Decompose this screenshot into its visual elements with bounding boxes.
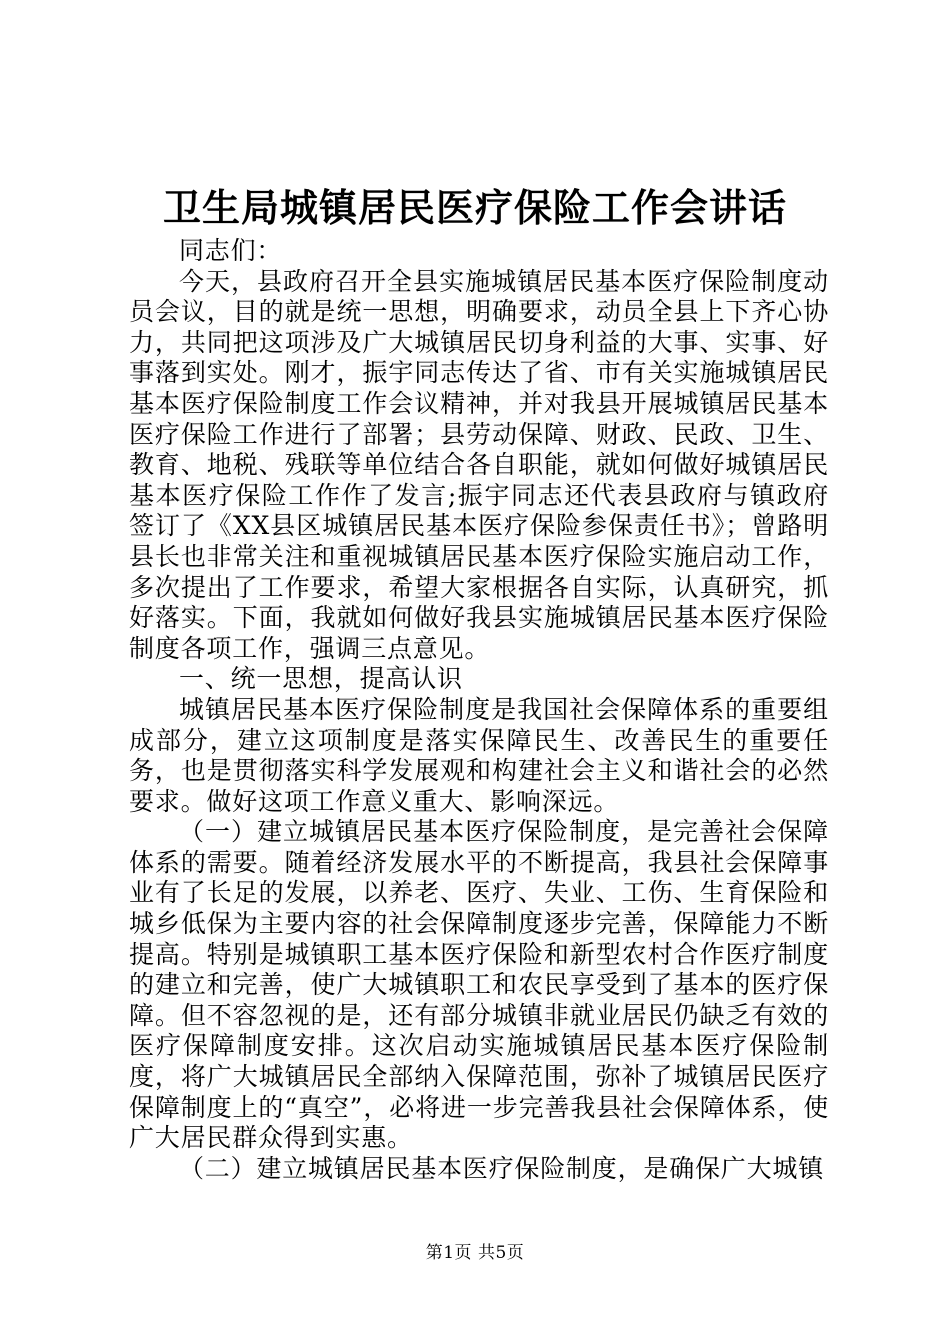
body-paragraph: 城镇居民基本医疗保险制度是我国社会保障体系的重要组成部分，建立这项制度是落实保障民生、改善民生的重要任务，也是贯彻落实科学发展观和构建社会主义和谐社会的必然要求。做好这项工作意义重大、影响深远。 [129,694,829,816]
document-title: 卫生局城镇居民医疗保险工作会讲话 [162,185,787,230]
section-heading: 一、统一思想，提高认识 [179,664,463,694]
body-paragraph: （二）建立城镇居民基本医疗保险制度，是确保广大城镇 [179,1153,825,1183]
body-paragraph: （一）建立城镇居民基本医疗保险制度，是完善社会保障体系的需要。随着经济发展水平的不断提高，我县社会保障事业有了长足的发展，以养老、医疗、失业、工伤、生育保险和城乡低保为主要内容的社会保障制度逐步完善，保障能力不断提高。特别是城镇职工基本医疗保险和新型农村合作医疗制度的建立和完善，使广大城镇职工和农民享受到了基本的医疗保障。但不容忽视的是，还有部分城镇非就业居民仍缺乏有效的医疗保障制度安排。这次启动实施城镇居民基本医疗保险制度，将广大城镇居民全部纳入保障范围，弥补了城镇居民医疗保障制度上的“真空”，必将进一步完善我县社会保障体系，使广大居民群众得到实惠。 [129,817,829,1153]
body-paragraph: 今天，县政府召开全县实施城镇居民基本医疗保险制度动员会议，目的就是统一思想，明确要求，动员全县上下齐心协力，共同把这项涉及广大城镇居民切身利益的大事、实事、好事落到实处。刚才，振宇同志传达了省、市有关实施城镇居民基本医疗保险制度工作会议精神，并对我县开展城镇居民基本医疗保险工作进行了部署；县劳动保障、财政、民政、卫生、教育、地税、残联等单位结合各自职能，就如何做好城镇居民基本医疗保险工作作了发言;振宇同志还代表县政府与镇政府签订了《XX县区城镇居民基本医疗保险参保责任书》；曾路明县长也非常关注和重视城镇居民基本医疗保险实施启动工作，多次提出了工作要求，希望大家根据各自实际，认真研究，抓好落实。下面，我就如何做好我县实施城镇居民基本医疗保险制度各项工作，强调三点意见。 [129,266,829,663]
salutation: 同志们： [179,236,283,265]
page-number: 第1页 共5页 [425,1243,525,1263]
document-body [129,236,829,1184]
